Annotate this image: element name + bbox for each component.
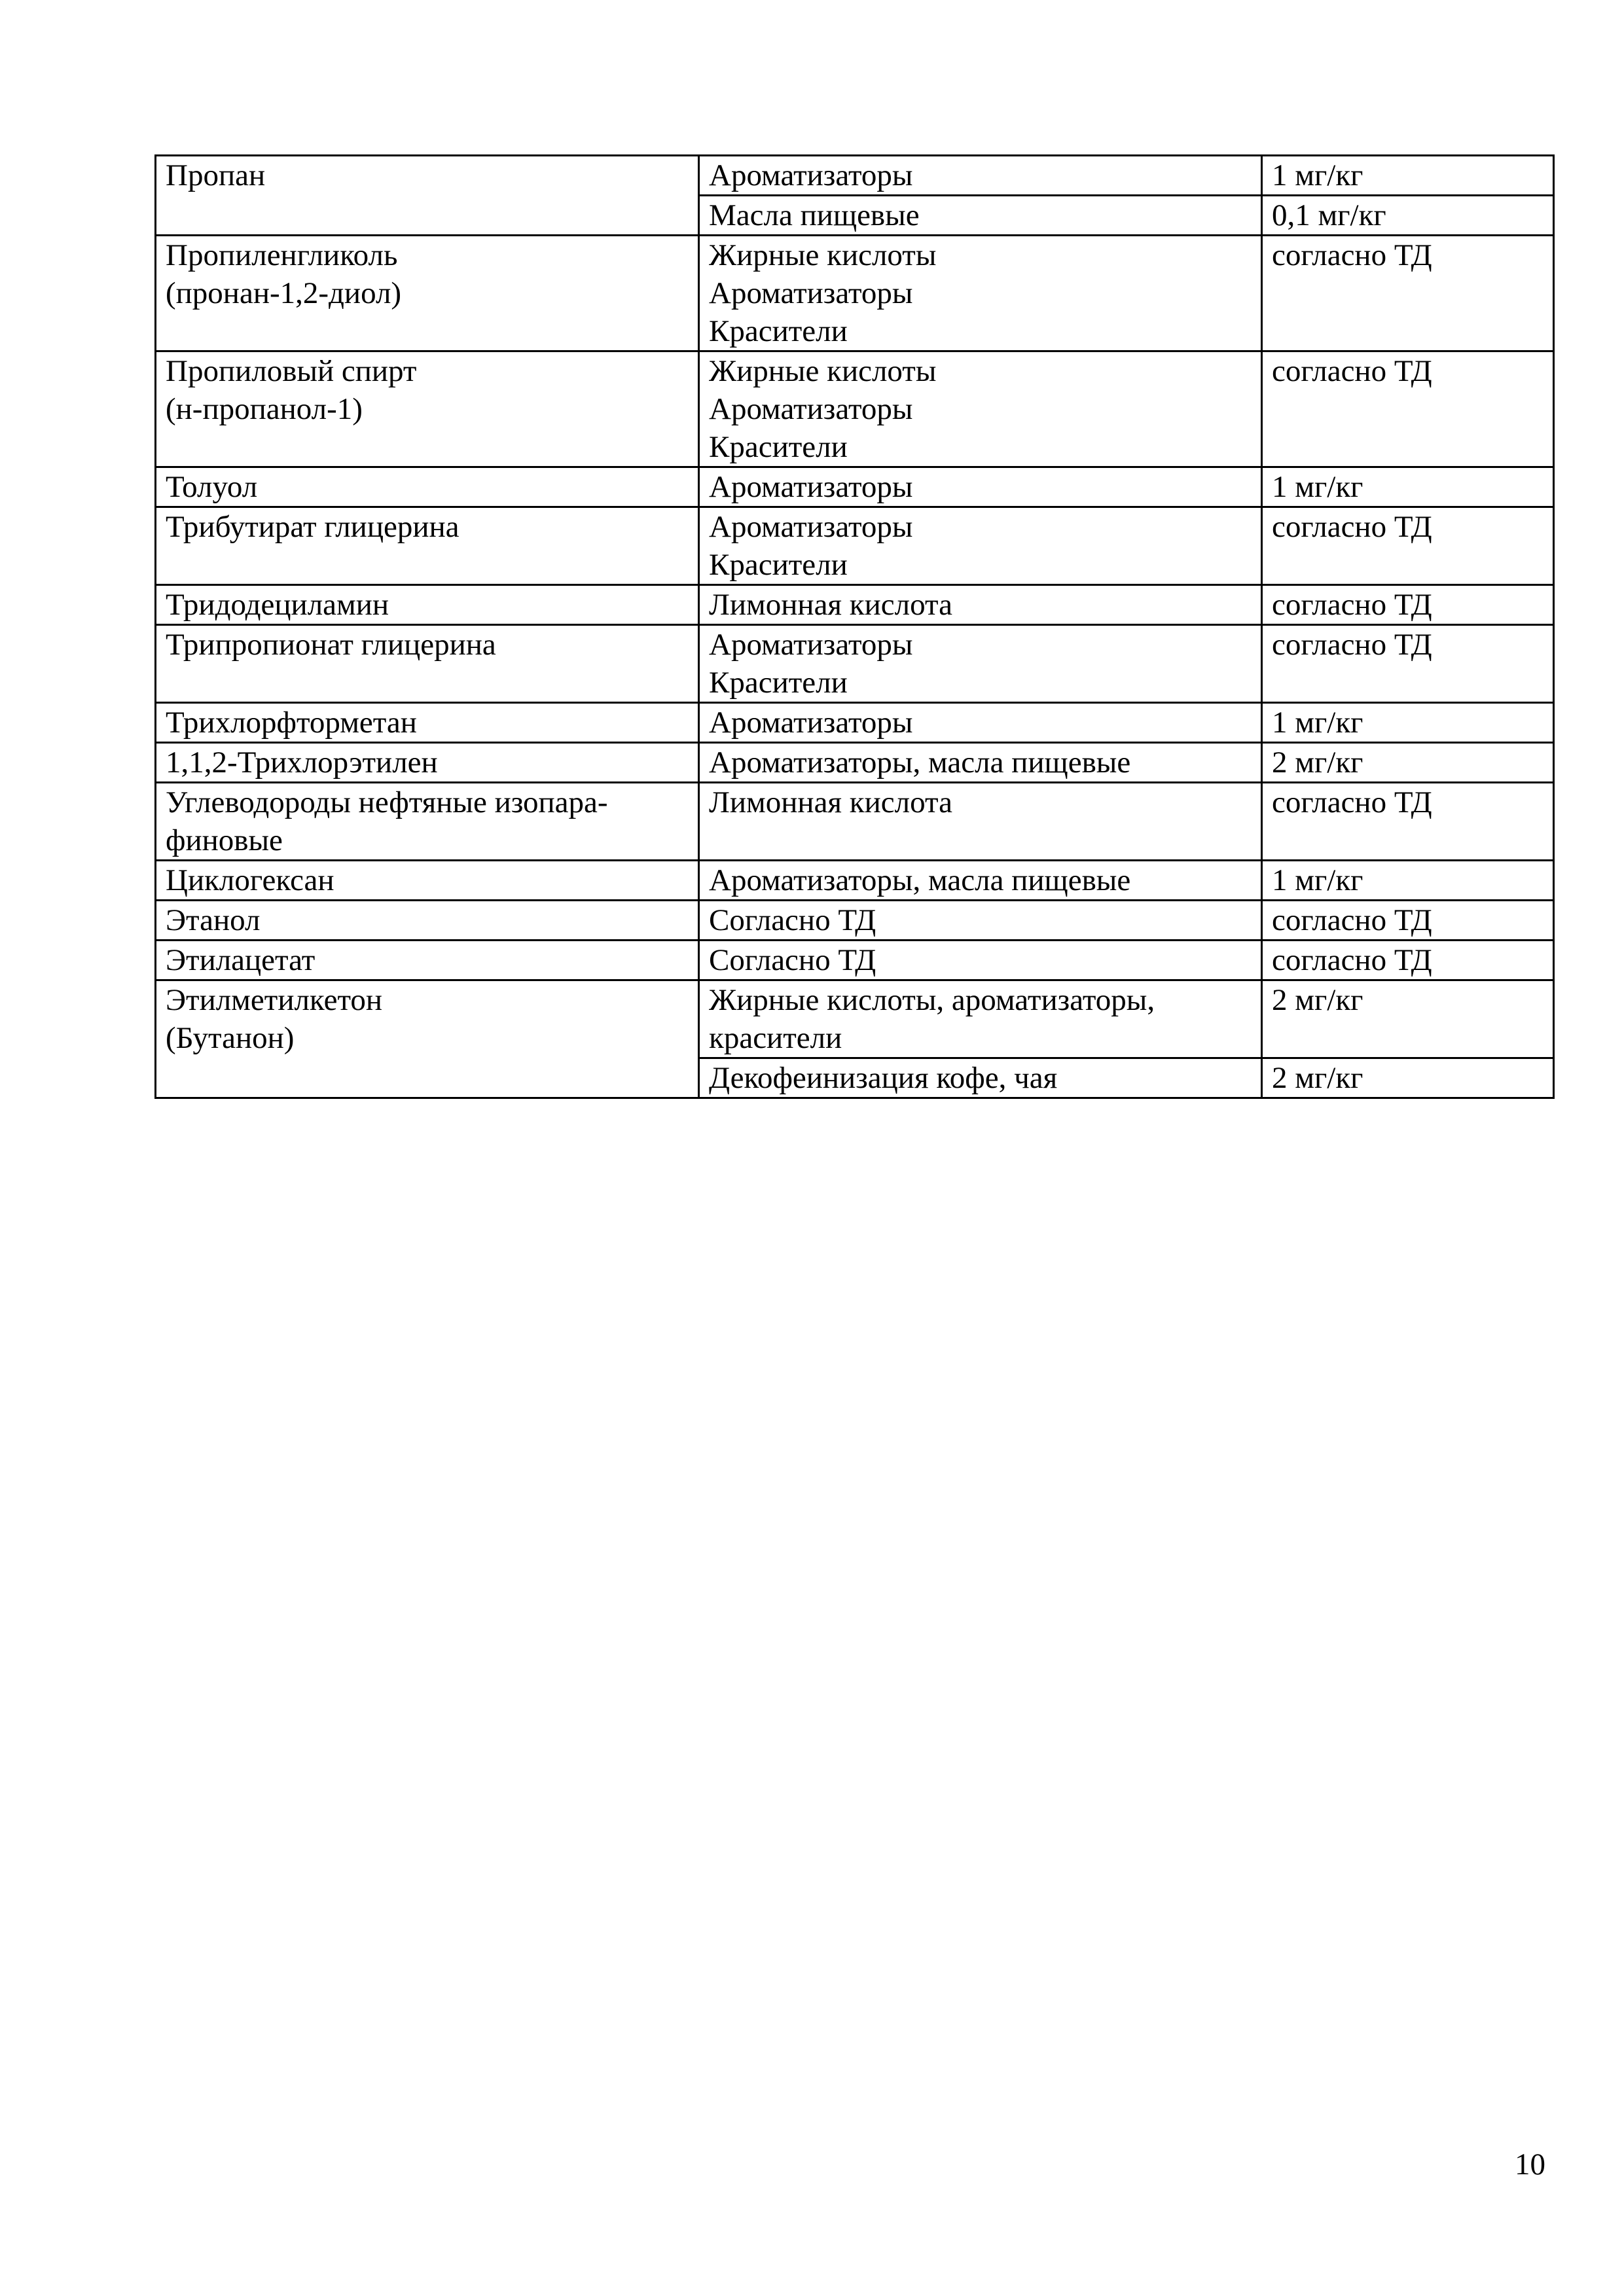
solvents-table (154, 154, 1555, 1099)
table-row (156, 980, 1554, 1058)
table-row (156, 625, 1554, 703)
usage-cell: Декофеинизация кофе, чая (699, 1058, 1262, 1098)
limit-cell: согласно ТД (1262, 236, 1554, 351)
limit-cell: согласно ТД (1262, 351, 1554, 467)
table-row (156, 901, 1554, 941)
limit-cell: 0,1 мг/кг (1262, 196, 1554, 236)
substance-cell: Толуол (156, 467, 699, 507)
table-body (156, 156, 1554, 1098)
usage-cell: Лимонная кислота (699, 585, 1262, 625)
substance-cell: Этилметилкетон (Бутанон) (156, 980, 699, 1098)
limit-cell: согласно ТД (1262, 783, 1554, 861)
usage-cell: Ароматизаторы Красители (699, 507, 1262, 585)
table-row (156, 703, 1554, 743)
limit-cell: 1 мг/кг (1262, 156, 1554, 196)
table-row (156, 351, 1554, 467)
table-row (156, 783, 1554, 861)
limit-cell: согласно ТД (1262, 585, 1554, 625)
usage-cell: Ароматизаторы (699, 467, 1262, 507)
table-row (156, 585, 1554, 625)
substance-cell: Трибутират глицерина (156, 507, 699, 585)
limit-cell: 2 мг/кг (1262, 1058, 1554, 1098)
table-row (156, 507, 1554, 585)
substance-cell: Этилацетат (156, 941, 699, 980)
limit-cell: согласно ТД (1262, 941, 1554, 980)
usage-cell: Ароматизаторы (699, 703, 1262, 743)
usage-cell: Согласно ТД (699, 901, 1262, 941)
usage-cell: Ароматизаторы Красители (699, 625, 1262, 703)
usage-cell: Согласно ТД (699, 941, 1262, 980)
usage-cell: Жирные кислоты, ароматизаторы, красители (699, 980, 1262, 1058)
table-row (156, 743, 1554, 783)
limit-cell: согласно ТД (1262, 625, 1554, 703)
substance-cell: Циклогексан (156, 861, 699, 901)
usage-cell: Масла пищевые (699, 196, 1262, 236)
substance-cell: Этанол (156, 901, 699, 941)
limit-cell: 2 мг/кг (1262, 743, 1554, 783)
substance-cell: Тридодециламин (156, 585, 699, 625)
substance-cell: Пропиловый спирт (н-пропанол-1) (156, 351, 699, 467)
substance-cell: Пропан (156, 156, 699, 236)
table-row (156, 467, 1554, 507)
table-row (156, 861, 1554, 901)
limit-cell: согласно ТД (1262, 901, 1554, 941)
page-number: 10 (1515, 2147, 1545, 2181)
usage-cell: Ароматизаторы (699, 156, 1262, 196)
usage-cell: Жирные кислоты Ароматизаторы Красители (699, 236, 1262, 351)
substance-cell: Углеводороды нефтяные изопара- финовые (156, 783, 699, 861)
substance-cell: Трипропионат глицерина (156, 625, 699, 703)
substance-cell: Трихлорфторметан (156, 703, 699, 743)
limit-cell: 1 мг/кг (1262, 861, 1554, 901)
usage-cell: Жирные кислоты Ароматизаторы Красители (699, 351, 1262, 467)
substance-cell: 1,1,2-Трихлорэтилен (156, 743, 699, 783)
limit-cell: 2 мг/кг (1262, 980, 1554, 1058)
table-row (156, 941, 1554, 980)
limit-cell: 1 мг/кг (1262, 467, 1554, 507)
usage-cell: Ароматизаторы, масла пищевые (699, 743, 1262, 783)
substance-cell: Пропиленгликоль (пронан-1,2-диол) (156, 236, 699, 351)
table-row (156, 236, 1554, 351)
usage-cell: Лимонная кислота (699, 783, 1262, 861)
usage-cell: Ароматизаторы, масла пищевые (699, 861, 1262, 901)
limit-cell: согласно ТД (1262, 507, 1554, 585)
limit-cell: 1 мг/кг (1262, 703, 1554, 743)
table-row (156, 156, 1554, 196)
